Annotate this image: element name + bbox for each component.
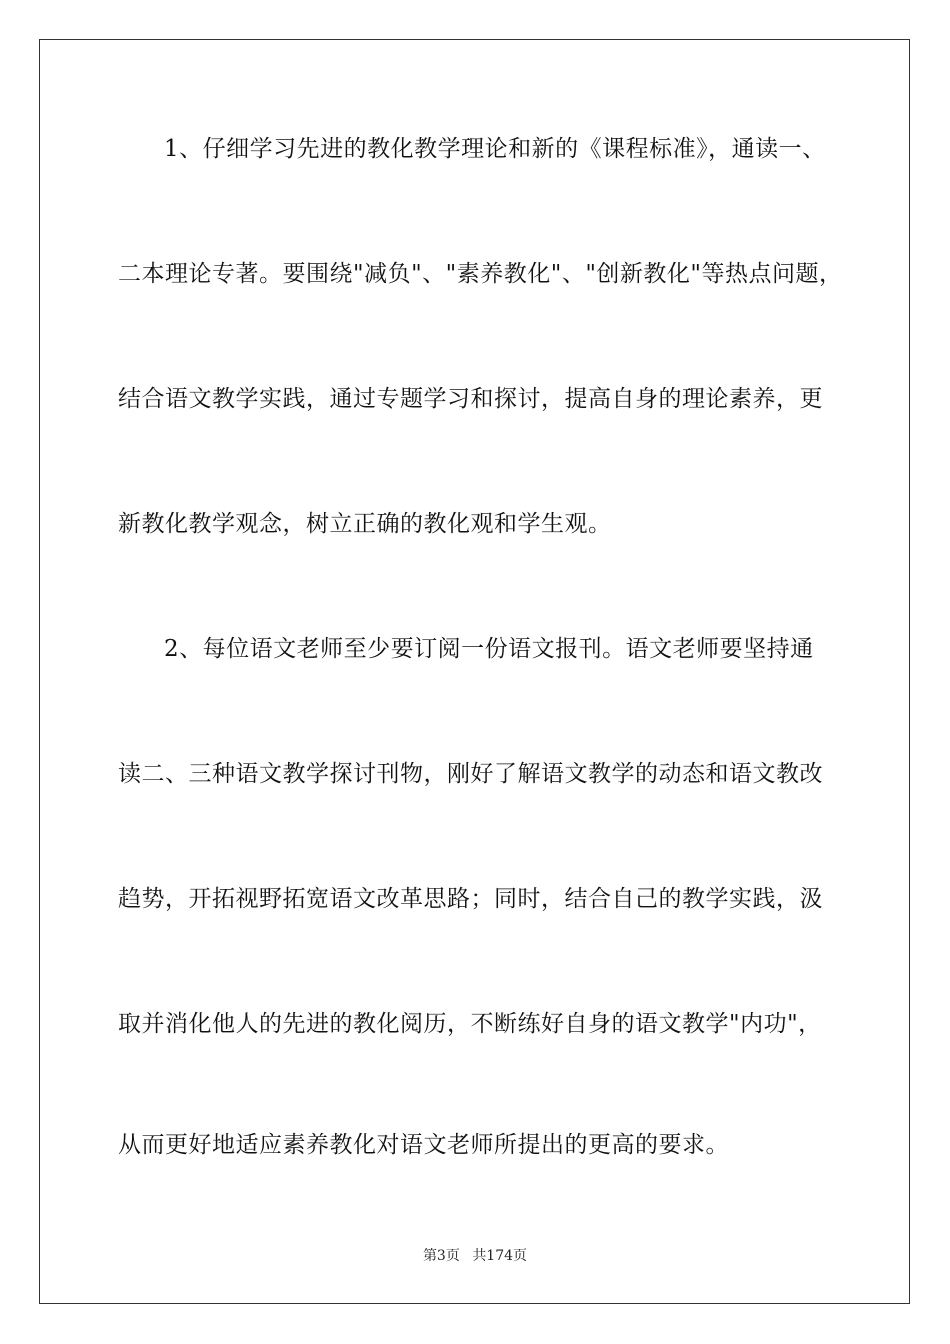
paragraph-2-line-5: 从而更好地适应素养教化对语文老师所提出的更高的要求。 [118,1132,729,1158]
page-total: 共174页 [472,1248,528,1264]
paragraph-1-line-4: 新教化教学观念，树立正确的教化观和学生观。 [118,511,612,537]
paragraph-2-line-4: 取并消化他人的先进的教化阅历，不断练好自身的语文教学"内功"， [118,1011,822,1037]
paragraph-2-line-2: 读二、三种语文教学探讨刊物，刚好了解语文教学的动态和语文教改 [118,761,823,787]
paragraph-1-line-2: 二本理论专著。要围绕"减负"、"素养教化"、"创新教化"等热点问题， [118,261,843,287]
page-frame [39,39,910,1304]
paragraph-1-line-3: 结合语文教学实践，通过专题学习和探讨，提高自身的理论素养，更 [118,386,823,412]
page-number: 第3页 [422,1248,460,1264]
paragraph-1-line-1: 1、仔细学习先进的教化教学理论和新的《课程标准》，通读一、 [164,136,826,162]
page-footer [0,1245,950,1265]
paragraph-2-line-3: 趋势，开拓视野拓宽语文改革思路；同时，结合自己的教学实践，汲 [118,886,823,912]
paragraph-2-line-1: 2、每位语文老师至少要订阅一份语文报刊。语文老师要坚持通 [164,636,814,662]
